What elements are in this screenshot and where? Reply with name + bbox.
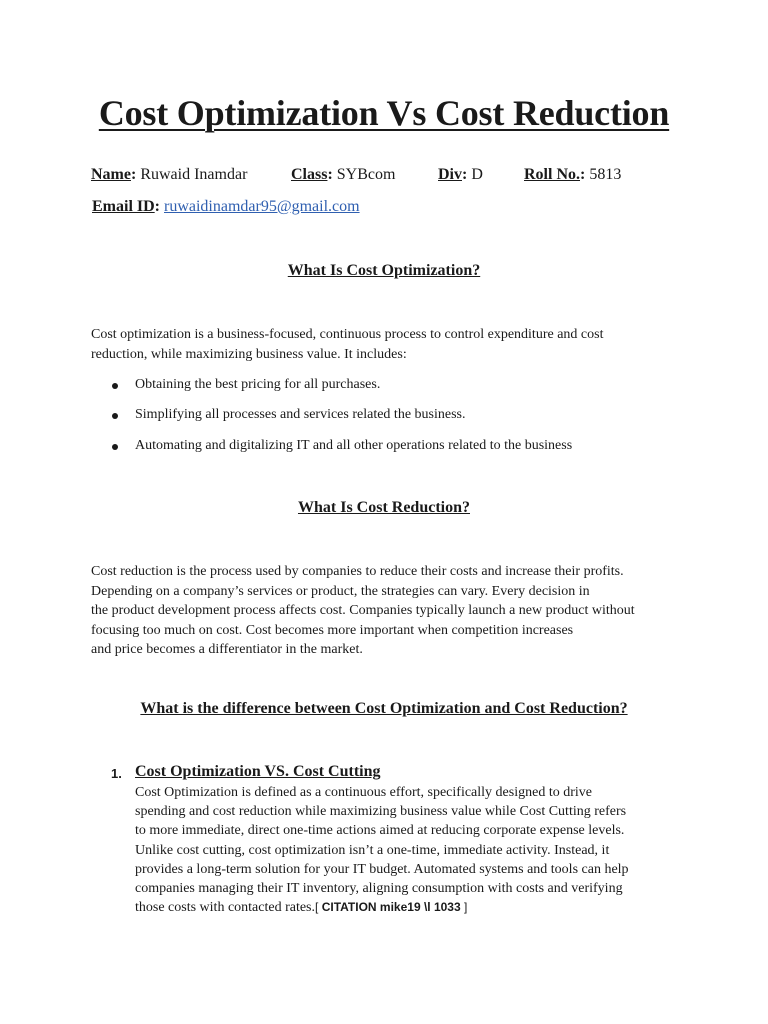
- paragraph-line: Depending on a company’s services or product, the strategies can vary. Every decision in: [91, 583, 590, 599]
- paragraph-line: reduction, while maximizing business value. It includes:: [91, 346, 407, 362]
- paragraph-last-line: [135, 898, 695, 917]
- paragraph-line: the product development process affects cost. Companies typically launch a new product without: [91, 603, 635, 618]
- name-field: [91, 166, 247, 184]
- bullet-icon: [112, 383, 118, 389]
- page-title: Cost Optimization Vs Cost Reduction: [98, 93, 670, 133]
- citation-open-bracket: [: [315, 900, 319, 915]
- paragraph-line: provides a long-term solution for your IT budget. Automated systems and tools can help: [135, 861, 629, 877]
- comparison-paragraph: [135, 783, 695, 917]
- comparison-subheading: Cost Optimization VS. Cost Cutting: [135, 763, 381, 780]
- roll-value: 5813: [589, 166, 622, 183]
- div-label: Div: [438, 166, 462, 183]
- roll-field: [524, 166, 621, 184]
- citation-field: [315, 900, 467, 914]
- paragraph-line: companies managing their IT inventory, aligning consumption with costs and verifying: [135, 881, 623, 897]
- cost-reduction-paragraph: [91, 562, 691, 660]
- paragraph-line: Cost reduction is the process used by companies to reduce their costs and increase their profits.: [91, 564, 624, 579]
- roll-colon: :: [580, 166, 586, 183]
- email-colon: :: [154, 198, 160, 215]
- email-field: [92, 198, 360, 216]
- class-field: [291, 166, 395, 184]
- paragraph-line: Cost Optimization is defined as a continuous effort, specifically designed to drive: [135, 785, 592, 800]
- email-link[interactable]: ruwaidinamdar95@gmail.com: [164, 198, 360, 215]
- citation-code: CITATION mike19 \l 1033: [321, 900, 461, 915]
- div-colon: :: [462, 166, 468, 183]
- bullet-icon: [112, 413, 118, 419]
- name-label: Name: [91, 166, 131, 183]
- paragraph-line: focusing too much on cost. Cost becomes more important when competition increases: [91, 622, 574, 638]
- paragraph-line: and price becomes a differentiator in the market.: [91, 642, 363, 657]
- class-value: SYBcom: [336, 166, 396, 183]
- last-line-text: those costs with contacted rates.: [135, 900, 316, 916]
- paragraph-line: Unlike cost cutting, cost optimization isn’t a one-time, immediate activity. Instead, it: [135, 842, 610, 858]
- name-colon: :: [130, 166, 137, 183]
- list-item-text: Simplifying all processes and services related the business.: [135, 407, 466, 422]
- student-info-row: [0, 166, 768, 188]
- name-value: Ruwaid Inamdar: [140, 166, 248, 183]
- citation-close-bracket: ]: [464, 900, 468, 915]
- paragraph-line: Cost optimization is a business-focused, continuous process to control expenditure and cost: [91, 327, 604, 342]
- list-item-text: Automating and digitalizing IT and all other operations related to the business: [135, 438, 573, 453]
- cost-reduction-heading: What Is Cost Reduction?: [297, 499, 470, 516]
- cost-optimization-heading: What Is Cost Optimization?: [287, 262, 481, 279]
- paragraph-line: spending and cost reduction while maximizing business value while Cost Cutting refers: [135, 804, 627, 820]
- class-label: Class: [291, 166, 328, 183]
- list-number: 1.: [111, 766, 122, 781]
- class-colon: :: [327, 166, 333, 183]
- div-value: D: [471, 166, 483, 183]
- bullet-icon: [112, 444, 118, 450]
- cost-optimization-paragraph: [91, 325, 691, 364]
- paragraph-line: to more immediate, direct one-time actions aimed at reducing corporate expense levels.: [135, 823, 625, 839]
- roll-label: Roll No.: [524, 166, 580, 183]
- difference-heading: What is the difference between Cost Optimization and Cost Reduction?: [140, 700, 628, 717]
- div-field: [438, 166, 483, 184]
- list-item-text: Obtaining the best pricing for all purchases.: [135, 377, 381, 392]
- email-label: Email ID: [92, 198, 155, 215]
